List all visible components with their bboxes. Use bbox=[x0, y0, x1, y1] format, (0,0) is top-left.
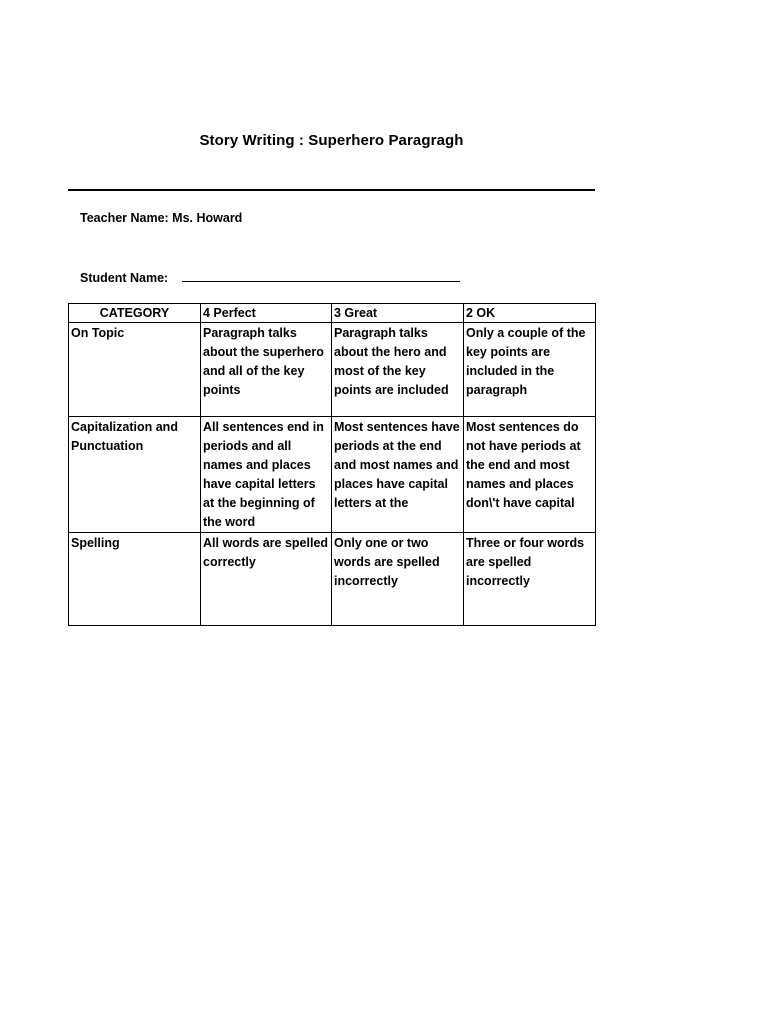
ok-text: Only a couple of the key points are included in the paragraph bbox=[466, 326, 586, 397]
student-name-blank-line bbox=[182, 268, 460, 282]
great-text: Paragraph talks about the hero and most of the key points are included bbox=[334, 326, 449, 397]
category-cell bbox=[69, 323, 201, 417]
ok-text: Three or four words are spelled incorrectly bbox=[466, 536, 585, 588]
perfect-cell bbox=[201, 533, 332, 626]
category-text: Capitalization and Punctuation bbox=[71, 420, 178, 453]
table-row bbox=[69, 417, 596, 533]
great-text: Most sentences have periods at the end and most names and places have capital letters at the bbox=[334, 420, 460, 510]
rubric-header-row bbox=[69, 304, 596, 323]
ok-cell bbox=[464, 533, 596, 626]
teacher-name-label: Teacher Name: Ms. Howard bbox=[80, 211, 243, 225]
header-4-perfect: 4 Perfect bbox=[201, 304, 332, 323]
table-row bbox=[69, 323, 596, 417]
student-name-field bbox=[80, 268, 460, 285]
table-row bbox=[69, 533, 596, 626]
header-3-great: 3 Great bbox=[332, 304, 464, 323]
perfect-cell bbox=[201, 417, 332, 533]
great-cell bbox=[332, 417, 464, 533]
category-cell bbox=[69, 417, 201, 533]
perfect-text: Paragraph talks about the superhero and all of the key points bbox=[203, 326, 324, 397]
great-text: Only one or two words are spelled incorrectly bbox=[334, 536, 440, 588]
perfect-text: All words are spelled correctly bbox=[203, 536, 329, 569]
category-cell bbox=[69, 533, 201, 626]
great-cell bbox=[332, 323, 464, 417]
perfect-text: All sentences end in periods and all names and places have capital letters at the beginning of the word bbox=[203, 420, 324, 529]
great-cell bbox=[332, 533, 464, 626]
rubric-table bbox=[68, 303, 596, 626]
student-name-label: Student Name: bbox=[80, 271, 169, 285]
category-text: On Topic bbox=[71, 326, 125, 340]
ok-cell bbox=[464, 323, 596, 417]
ok-text: Most sentences do not have periods at the end and most names and places don\'t have capital bbox=[466, 420, 581, 510]
perfect-cell bbox=[201, 323, 332, 417]
category-text: Spelling bbox=[71, 536, 120, 550]
page-title: Story Writing : Superhero Paragragh bbox=[199, 132, 464, 149]
header-category: CATEGORY bbox=[69, 304, 201, 323]
header-2-ok: 2 OK bbox=[464, 304, 596, 323]
ok-cell bbox=[464, 417, 596, 533]
title-divider bbox=[68, 189, 595, 191]
